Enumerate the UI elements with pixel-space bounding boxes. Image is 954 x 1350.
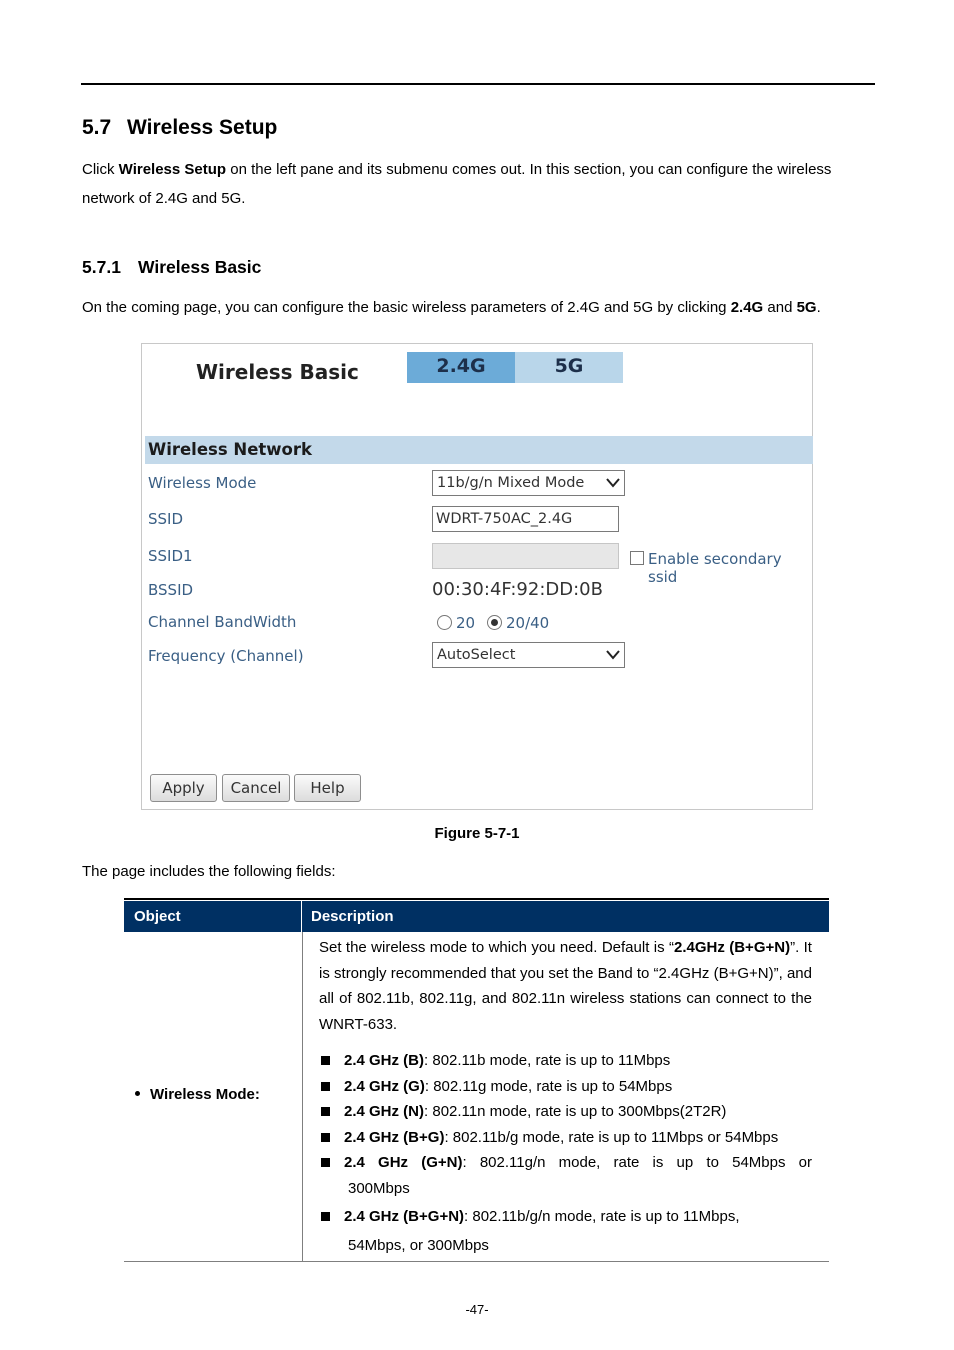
- bandwidth-20-40-radio[interactable]: [487, 615, 502, 630]
- bandwidth-20-radio[interactable]: [437, 615, 452, 630]
- fields-intro: The page includes the following fields:: [82, 863, 336, 880]
- bssid-value: 00:30:4F:92:DD:0B: [432, 579, 603, 600]
- frequency-select[interactable]: [432, 642, 625, 668]
- subsection-title: Wireless Basic: [138, 257, 262, 277]
- square-bullet-icon: [321, 1133, 330, 1142]
- channel-bandwidth-label: Channel BandWidth: [148, 613, 297, 631]
- section-title: Wireless Setup: [127, 116, 278, 139]
- tab-5g[interactable]: 5G: [515, 352, 623, 383]
- ssid1-label: SSID1: [148, 547, 193, 565]
- ssid-input[interactable]: WDRT-750AC_2.4G: [432, 506, 619, 532]
- screenshot-page-title: Wireless Basic: [196, 360, 359, 384]
- wireless-mode-label: Wireless Mode: [148, 474, 257, 492]
- list-item: 2.4 GHz (G+N): 802.11g/n mode, rate is up to 54Mbps or: [319, 1150, 812, 1176]
- header-rule: [81, 83, 875, 85]
- table-top-rule: [124, 898, 829, 900]
- table-header: [124, 901, 829, 932]
- frequency-label: Frequency (Channel): [148, 647, 304, 665]
- header-description: Description: [311, 908, 394, 925]
- intro2-paragraph: On the coming page, you can configure the basic wireless parameters of 2.4G and 5G by clicking 2.4G and 5G.: [82, 299, 821, 316]
- page-number: -47-: [465, 1302, 489, 1317]
- description-paragraph: Set the wireless mode to which you need. Default is “2.4GHz (B+G+N)”. It is strongly recommended that you set the Band to “2.4GHz (B+G+N)”, and all of 802.11b, 802.11g, and 802.11n wireless stations can connect to the WNRT-633.: [319, 939, 812, 1033]
- square-bullet-icon: [321, 1107, 330, 1116]
- list-item-continuation: 54Mbps, or 300Mbps: [348, 1236, 489, 1254]
- bssid-label: BSSID: [148, 581, 194, 599]
- ssid-label: SSID: [148, 510, 184, 528]
- header-object: Object: [134, 908, 181, 925]
- list-item: 2.4 GHz (N): 802.11n mode, rate is up to 300Mbps(2T2R): [319, 1099, 812, 1125]
- frequency-value: AutoSelect: [437, 647, 516, 663]
- list-item-continuation: 300Mbps: [348, 1179, 410, 1197]
- chevron-down-icon: [606, 650, 620, 660]
- square-bullet-icon: [321, 1082, 330, 1091]
- list-item: 2.4 GHz (G): 802.11g mode, rate is up to 54Mbps: [319, 1074, 812, 1100]
- ssid1-input[interactable]: [432, 543, 619, 569]
- enable-secondary-ssid-label: Enable secondary ssid: [648, 550, 782, 586]
- chevron-down-icon: [606, 478, 620, 488]
- wireless-basic-screenshot: [141, 343, 813, 810]
- subsection-number: 5.7.1: [82, 257, 121, 277]
- apply-button[interactable]: Apply: [150, 774, 217, 802]
- intro-paragraph: Click Wireless Setup on the left pane and its submenu comes out. In this section, you can configure the wireless network of 2.4G and 5G.: [82, 161, 832, 207]
- bandwidth-20-label: 20: [456, 614, 476, 632]
- wireless-mode-select[interactable]: [432, 470, 625, 496]
- list-item: 2.4 GHz (B+G): 802.11b/g mode, rate is up to 11Mbps or 54Mbps: [319, 1125, 812, 1151]
- object-label: Wireless Mode:: [150, 1086, 260, 1103]
- header-separator: [301, 901, 302, 932]
- square-bullet-icon: [321, 1056, 330, 1065]
- list-item: 2.4 GHz (B+G+N): 802.11b/g/n mode, rate is up to 11Mbps,: [319, 1204, 812, 1230]
- help-button[interactable]: Help: [294, 774, 361, 802]
- square-bullet-icon: [321, 1158, 330, 1167]
- object-cell: [135, 1086, 260, 1103]
- subsection-heading: [82, 257, 261, 278]
- wireless-network-section-bar: Wireless Network: [145, 436, 813, 464]
- figure-caption: Figure 5-7-1: [434, 825, 520, 842]
- list-item: 2.4 GHz (B): 802.11b mode, rate is up to 11Mbps: [319, 1048, 812, 1074]
- mode-list: [319, 1048, 812, 1258]
- tab-2-4g[interactable]: 2.4G: [407, 352, 515, 383]
- section-heading: [82, 116, 277, 140]
- bandwidth-20-40-label: 20/40: [506, 614, 550, 632]
- enable-secondary-ssid-checkbox[interactable]: [630, 551, 644, 565]
- wireless-mode-value: 11b/g/n Mixed Mode: [437, 475, 585, 491]
- cancel-button[interactable]: Cancel: [222, 774, 290, 802]
- square-bullet-icon: [321, 1212, 330, 1221]
- column-divider: [302, 932, 303, 1261]
- bullet-icon: [135, 1091, 140, 1096]
- table-bottom-rule: [124, 1261, 829, 1262]
- section-number: 5.7: [82, 116, 112, 139]
